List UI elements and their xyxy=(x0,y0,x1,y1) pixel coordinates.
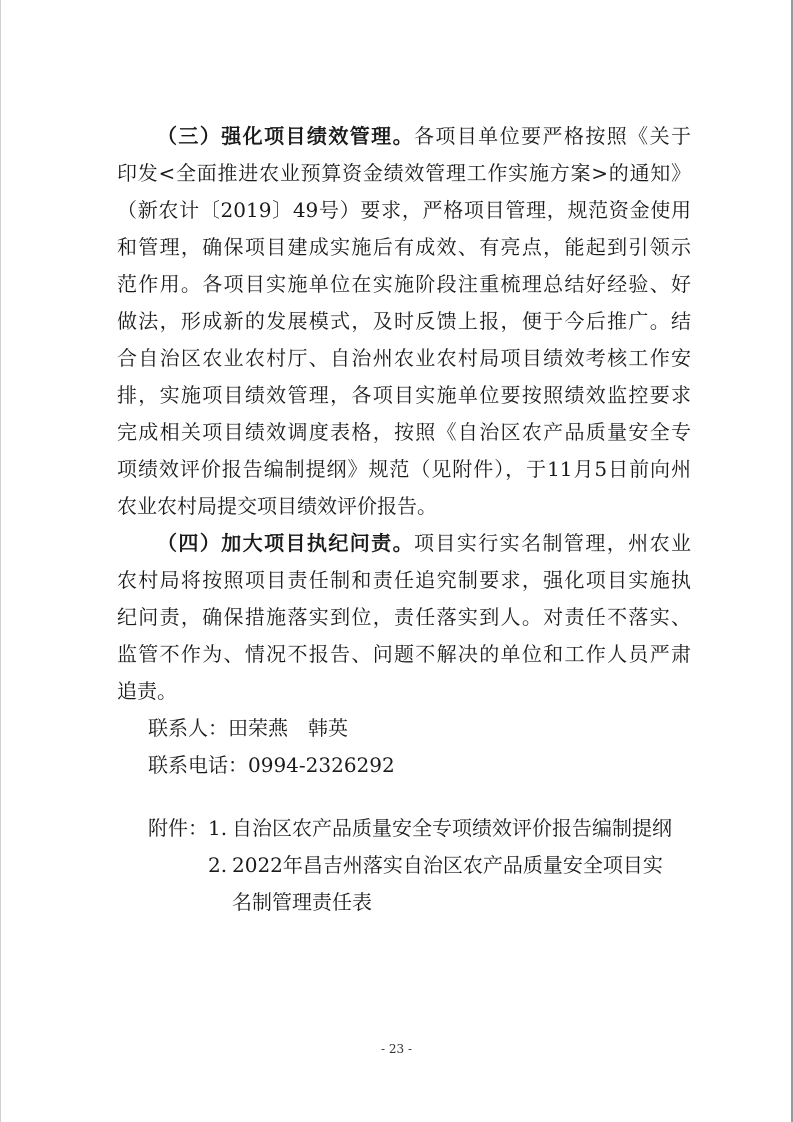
section4-line-3: 纪问责，确保措施落实到位，责任落实到人。对责任不落实、 xyxy=(117,605,691,629)
contact-phone xyxy=(148,752,395,778)
contact-person-label: 联系人： xyxy=(148,716,228,740)
attachment-2-title-line-2: 名制管理责任表 xyxy=(232,890,372,914)
section3-line-4: 和管理，确保项目建成实施后有成效、有亮点，能起到引领示 xyxy=(117,235,691,259)
contact-person-2: 韩英 xyxy=(308,716,348,740)
section4-line-1 xyxy=(117,530,691,556)
page-number: - 23 - xyxy=(380,1042,412,1056)
section4-line-2: 农村局将按照项目责任制和责任追究制要求，强化项目实施执 xyxy=(117,568,691,592)
attachment-2-title-line-1: 2022年昌吉州落实自治区农产品质量安全项目实 xyxy=(232,853,663,877)
section3-heading: （三）强化项目绩效管理。 xyxy=(157,124,414,148)
contact-phone-label: 联系电话： xyxy=(148,753,248,777)
contact-person xyxy=(148,715,348,741)
section3-line-8: 排，实施项目绩效管理，各项目实施单位要按照绩效监控要求 xyxy=(117,383,691,407)
section4-line-4: 监管不作为、情况不报告、问题不解决的单位和工作人员严肃 xyxy=(117,642,691,666)
attachment-label: 附件： xyxy=(148,816,208,840)
section3-line-5: 范作用。各项目实施单位在实施阶段注重梳理总结好经验、好 xyxy=(117,272,691,296)
section3-line-2: 印发<全面推进农业预算资金绩效管理工作实施方案>的通知》 xyxy=(117,161,691,185)
section3-line-9: 完成相关项目绩效调度表格，按照《自治区农产品质量安全专 xyxy=(117,420,691,444)
section4-line-5: 追责。 xyxy=(117,679,177,703)
section3-line-1 xyxy=(117,123,691,149)
contact-person-1: 田荣燕 xyxy=(228,716,288,740)
section3-line-11: 农业农村局提交项目绩效评价报告。 xyxy=(117,494,437,518)
section3-line-6: 做法，形成新的发展模式，及时反馈上报，便于今后推广。结 xyxy=(117,309,691,333)
section4-line-1-text: 项目实行实名制管理，州农业 xyxy=(414,531,691,555)
section4-heading: （四）加大项目执纪问责。 xyxy=(157,531,414,555)
page-edge-left xyxy=(0,0,1,1122)
section3-line-10: 项绩效评价报告编制提纲》规范（见附件），于11月5日前向州 xyxy=(117,457,691,481)
contact-phone-number: 0994-2326292 xyxy=(248,753,395,777)
attachment-2-number: 2. xyxy=(208,853,228,877)
attachment-1-number: 1. xyxy=(208,816,228,840)
section3-line-7: 合自治区农业农村厅、自治州农业农村局项目绩效考核工作安 xyxy=(117,346,691,370)
section3-line-3: （新农计〔2019〕49号）要求，严格项目管理，规范资金使用 xyxy=(117,198,691,222)
section3-line-1-text: 各项目单位要严格按照《关于 xyxy=(414,124,691,148)
attachment-1-title: 自治区农产品质量安全专项绩效评价报告编制提纲 xyxy=(232,816,672,840)
